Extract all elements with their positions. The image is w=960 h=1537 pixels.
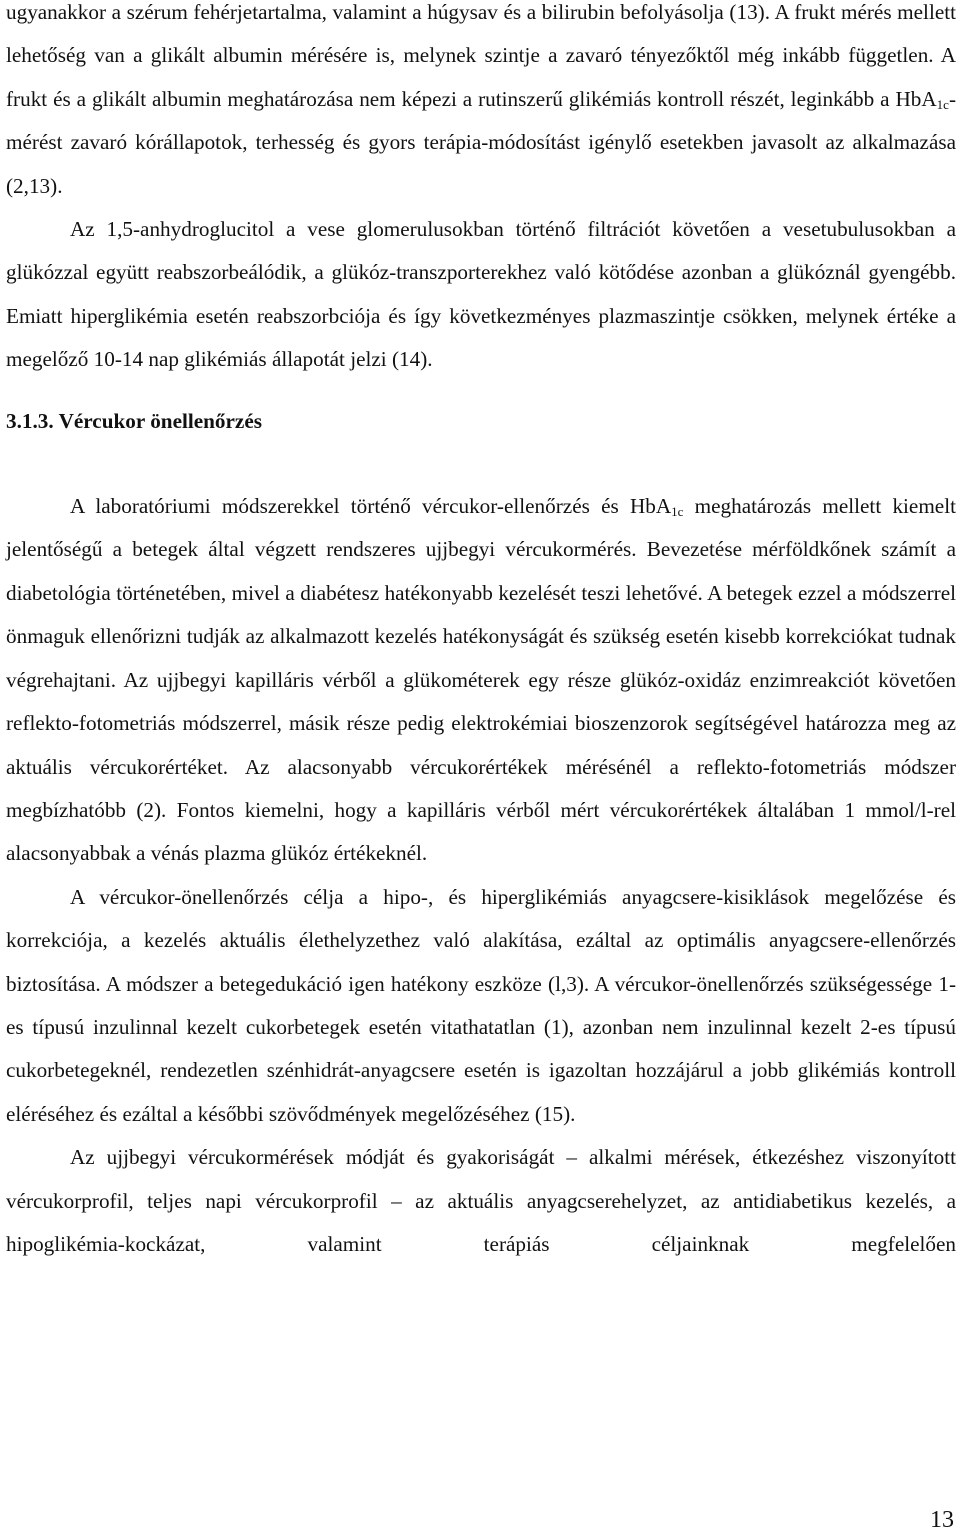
subscript-1c: 1c xyxy=(936,96,949,112)
page-number: 13 xyxy=(930,1507,954,1533)
text-line: mellett kiemelt jelentőségű a betegek által végzett rendszeres ujjbegyi vércukormérés. xyxy=(6,494,956,562)
text-line: állapotát jelzi (14). xyxy=(271,347,433,372)
text-line: cukorbetegeknél, rendezetlen szénhidrát-anyagcsere esetén is igazoltan hozzájárul a jobb xyxy=(6,1058,789,1083)
text-line: reflekto-fotometriás módszerrel, másik része pedig elektrokémiai bioszenzorok segítségével xyxy=(6,711,799,736)
text-line: Az ujjbegyi vércukormérések módját és gyakoriságát – alkalmi mérések, étkezéshez xyxy=(70,1145,844,1170)
text-line: optimális anyagcsere-ellenőrzés biztosítása. A módszer a betegedukáció igen hatékony xyxy=(6,928,957,996)
text-line: rutinszerű glikémiás kontroll részét, leginkább a HbA xyxy=(478,86,937,111)
text-line: A laboratóriumi módszerekkel történő vércukor-ellenőrzés és HbA xyxy=(70,494,672,519)
document-page xyxy=(6,0,956,1266)
text-line: antidiabetikus kezelés, a hipoglikémia-kockázat, valamint terápiás céljainknak megfelelően xyxy=(6,1188,957,1256)
paragraph-onellenorzes xyxy=(6,485,956,876)
text-line: következményes plazmaszintje csökken, melynek értéke a megelőző 10-14 nap glikémiás xyxy=(6,303,956,372)
text-line: kezelését teszi lehetővé. A betegek ezzel a módszerrel önmaguk ellenőrizni tudják az xyxy=(6,580,957,649)
text-line: viszonyított vércukorprofil, teljes napi vércukorprofil – az aktuális anyagcserehelyzet, az xyxy=(6,1145,957,1213)
paragraph-celja xyxy=(6,876,956,1136)
text-line: megelőzése és korrekciója, a kezelés aktuális élethelyzethez való alakítása, ezáltal az xyxy=(6,884,956,953)
text-line: reflekto-fotometriás módszer megbízhatóbb (2). Fontos kiemelni, hogy a kapilláris vérből xyxy=(6,754,956,822)
text-line: A vércukor-önellenőrzés célja a hipo-, és hiperglikémiás anyagcsere-kisiklások xyxy=(70,884,810,909)
text-line: tényezőktől még inkább független. A frukt és a glikált albumin meghatározása nem képezi a xyxy=(6,43,956,111)
text-line: frukt mérés mellett lehetőség van a glikált albumin mérésére is, melynek szintje a zavaró xyxy=(6,0,957,68)
text-line: vesetubulusokban a glükózzal együtt reabszorbeálódik, a glükóz-transzporterekhez való xyxy=(6,217,956,285)
text-line: és gyors terápia-módosítást igénylő esetekben javasolt az alkalmazása (2,13). xyxy=(6,130,956,198)
text-line: határozza meg az aktuális vércukorértéket. Az alacsonyabb vércukorértékek mérésénél a xyxy=(6,711,957,779)
text-line: meghatározás xyxy=(683,494,812,519)
paragraph-anhydroglucitol xyxy=(6,208,956,382)
subscript-1c: 1c xyxy=(671,504,684,520)
text-line: cukorbetegek esetén vitathatatlan (1), azonban nem inzulinnal kezelt 2-es típusú xyxy=(245,1014,957,1039)
text-line: értékeknél. xyxy=(333,841,428,866)
text-line: ugyanakkor a szérum fehérjetartalma, valamint a húgysav és a bilirubin befolyásolja (13). A xyxy=(6,0,789,24)
text-line: Az ujjbegyi kapilláris vérből a glükométerek egy része glükóz-oxidáz enzimreakciót követően xyxy=(123,667,956,692)
text-line: Bevezetése mérföldkőnek számít a diabetológia történetében, mivel a diabétesz hatékonyabb xyxy=(6,537,956,605)
paragraph-fruktozamin xyxy=(6,0,956,208)
text-line: -mérést zavaró kórállapotok, terhesség xyxy=(6,86,957,155)
text-line: alkalmazott kezelés hatékonyságát és szükség esetén kisebb korrekciókat tudnak végrehajtani. xyxy=(6,624,957,692)
text-line: Az 1,5-anhydroglucitol a vese glomerulusokban történő filtrációt követően a xyxy=(70,217,772,242)
text-line: eszköze (l,3). A vércukor-önellenőrzés szükségessége 1-es típusú inzulinnal kezelt xyxy=(6,971,956,1039)
paragraph-modja xyxy=(6,1136,956,1266)
text-line: mért vércukorértékek általában 1 mmol/l-rel alacsonyabbak a vénás plazma glükóz xyxy=(6,797,956,866)
text-line: kötődése azonban a glükóznál gyengébb. Emiatt hiperglikémia esetén reabszorbciója és így xyxy=(6,260,957,328)
text-line: glikémiás kontroll eléréséhez és ezáltal a későbbi szövődmények megelőzéséhez (15). xyxy=(6,1058,956,1126)
section-heading: 3.1.3. Vércukor önellenőrzés xyxy=(6,408,262,433)
